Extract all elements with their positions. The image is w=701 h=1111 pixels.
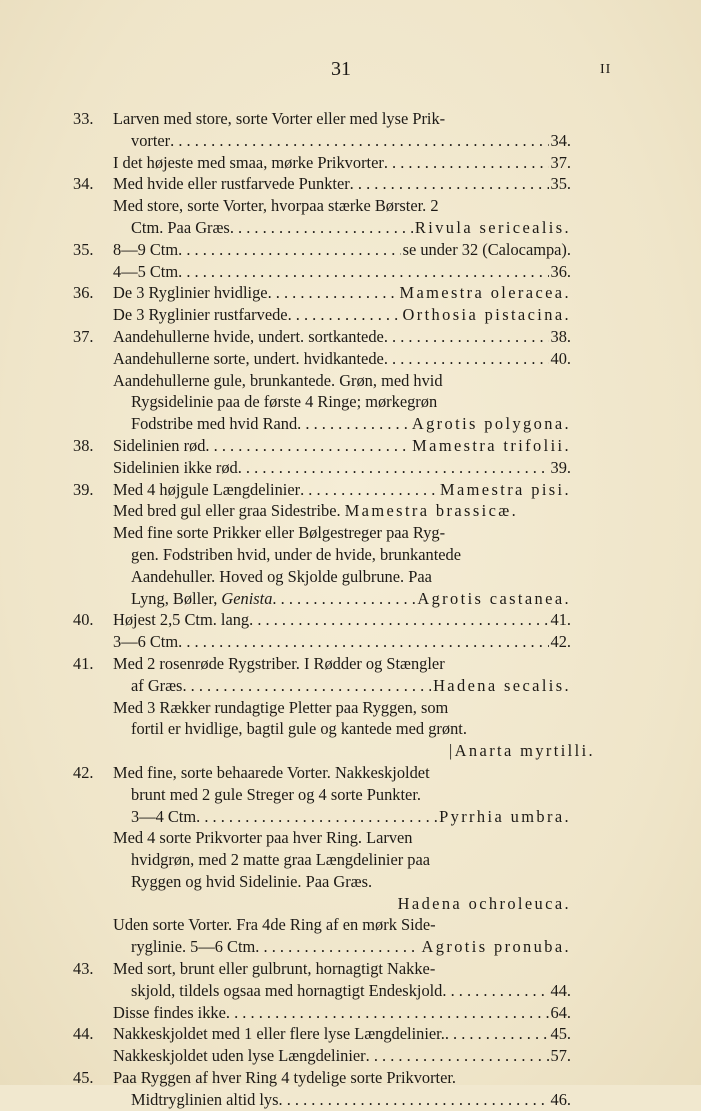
key-description: Med store, sorte Vorter, hvorpaa stærke Børster. 2 <box>113 196 439 216</box>
dot-leader <box>384 326 549 348</box>
dot-leader <box>384 348 549 370</box>
dot-leader <box>178 261 548 283</box>
key-text <box>113 914 571 936</box>
key-text <box>131 806 571 828</box>
couplet-number: 37. <box>73 326 94 346</box>
dot-leader <box>297 413 410 435</box>
key-description: Ryggen og hvid Sidelinie. Paa Græs. <box>131 871 373 891</box>
key-text <box>113 609 571 631</box>
key-line <box>0 958 701 980</box>
key-line <box>0 479 701 501</box>
couplet-number: 43. <box>73 959 94 979</box>
dot-leader <box>196 806 437 828</box>
key-text <box>113 1045 571 1067</box>
reference: 34. <box>550 130 571 150</box>
key-description: Med hvide eller rustfarvede Punkter <box>113 174 350 194</box>
key-description: De 3 Ryglinier rustfarvede <box>113 305 288 325</box>
key-description: Ctm. Paa Græs <box>131 217 230 237</box>
key-line <box>0 435 701 457</box>
key-text <box>131 566 571 588</box>
key-text <box>113 653 571 675</box>
key-text <box>113 958 571 980</box>
dot-leader <box>445 1023 549 1045</box>
key-description: Med 4 højgule Længdelinier <box>113 479 301 499</box>
key-description: Nakkeskjoldet uden lyse Længdelinier <box>113 1046 366 1066</box>
key-line <box>0 261 701 283</box>
key-line <box>0 282 701 304</box>
dot-leader <box>350 173 549 195</box>
species-name: Agrotis pronuba. <box>421 937 571 957</box>
species-name: Orthosia pistacina. <box>402 305 571 325</box>
key-line <box>0 348 701 370</box>
reference: 44. <box>550 980 571 1000</box>
couplet-number: 34. <box>73 174 94 194</box>
key-text <box>131 588 571 610</box>
reference: 46. <box>550 1089 571 1109</box>
dot-leader <box>300 479 438 501</box>
key-text <box>113 326 571 348</box>
key-description: gen. Fodstriben hvid, under de hvide, brunkantede <box>131 544 462 564</box>
key-description: I det højeste med smaa, mørke Prikvorter <box>113 152 384 172</box>
species-name: Agrotis polygona. <box>411 414 571 434</box>
key-line <box>0 806 701 828</box>
dot-leader <box>226 1002 549 1024</box>
reference: 35. <box>550 174 571 194</box>
key-line <box>0 631 701 653</box>
dot-leader <box>230 217 413 239</box>
key-text <box>131 391 571 413</box>
key-line <box>0 173 701 195</box>
species-name: Rivula sericealis. <box>414 217 571 237</box>
dot-leader <box>182 675 431 697</box>
key-description: 3—6 Ctm <box>113 632 179 652</box>
key-description: Rygsidelinie paa de første 4 Ringe; mørkegrøn <box>131 392 438 412</box>
key-description: 4—5 Ctm <box>113 261 179 281</box>
key-line <box>0 1023 701 1045</box>
reference: se under 32 (Calocampa). <box>402 239 571 259</box>
key-text <box>113 152 571 174</box>
dot-leader <box>170 130 548 152</box>
reference: 40. <box>550 348 571 368</box>
species-name: Mamestra brassicæ. <box>344 501 519 521</box>
key-text <box>113 500 571 522</box>
key-line <box>0 195 701 217</box>
key-description: Sidelinien ikke rød <box>113 457 238 477</box>
key-line <box>0 391 701 413</box>
key-description: Aandehuller. Hoved og Skjolde gulbrune. Paa <box>131 566 432 586</box>
key-line <box>0 413 701 435</box>
dot-leader <box>384 152 549 174</box>
key-description: 8—9 Ctm <box>113 239 179 259</box>
reference: 45. <box>550 1024 571 1044</box>
species-name: Pyrrhia umbra. <box>439 806 571 826</box>
key-description: Med fine sorte Prikker eller Bølgestreger paa Ryg- <box>113 523 446 543</box>
key-description: Højest 2,5 Ctm. lang <box>113 610 250 630</box>
key-line <box>0 217 701 239</box>
key-description: Sidelinien rød <box>113 435 206 455</box>
species-name: Hadena ochroleuca. <box>397 893 571 913</box>
key-text <box>113 108 571 130</box>
key-description: fortil er hvidlige, bagtil gule og kantede med grønt. <box>131 719 467 739</box>
key-line <box>0 588 701 610</box>
key-text <box>113 282 571 304</box>
dot-leader <box>178 631 548 653</box>
reference: 42. <box>550 632 571 652</box>
key-text <box>131 544 571 566</box>
couplet-number: 44. <box>73 1024 94 1044</box>
identification-key <box>0 108 701 1111</box>
key-description: Med sort, brunt eller gulbrunt, hornagtigt Nakke- <box>113 959 436 979</box>
key-text <box>113 348 571 370</box>
key-description: Med fine, sorte behaarede Vorter. Nakkeskjoldet <box>113 762 430 782</box>
key-line <box>0 697 701 719</box>
key-line <box>0 108 701 130</box>
key-text <box>131 675 571 697</box>
couplet-number: 36. <box>73 283 94 303</box>
reference: 41. <box>550 610 571 630</box>
key-text <box>113 479 571 501</box>
dot-leader <box>366 1045 549 1067</box>
key-text <box>131 217 571 239</box>
key-text <box>113 239 571 261</box>
key-description: ryglinie. 5—6 Ctm <box>131 937 256 957</box>
key-line <box>0 152 701 174</box>
key-text <box>113 762 571 784</box>
key-line <box>0 1067 701 1089</box>
key-line <box>0 893 701 915</box>
dot-leader <box>442 980 548 1002</box>
key-line <box>0 370 701 392</box>
key-line <box>0 1045 701 1067</box>
dot-leader <box>205 435 410 457</box>
dot-leader <box>255 936 419 958</box>
key-line <box>0 784 701 806</box>
key-text <box>113 522 571 544</box>
key-line <box>0 326 701 348</box>
couplet-number: 40. <box>73 610 94 630</box>
dot-leader <box>279 1089 549 1111</box>
genus-name: Genista <box>221 588 273 608</box>
key-description: Med bred gul eller graa Sidestribe. <box>113 501 341 521</box>
key-line <box>0 457 701 479</box>
dot-leader <box>288 304 401 326</box>
key-description: brunt med 2 gule Streger og 4 sorte Punkter. <box>131 784 421 804</box>
key-description: Lyng, Bøller, <box>131 588 218 608</box>
key-text <box>131 871 571 893</box>
couplet-number: 45. <box>73 1068 94 1088</box>
key-description: Uden sorte Vorter. Fra 4de Ring af en mørk Side- <box>113 915 436 935</box>
couplet-number: 41. <box>73 653 94 673</box>
key-line <box>0 914 701 936</box>
species-name: Mamestra oleracea. <box>399 283 571 303</box>
key-description: Med 3 Rækker rundagtige Pletter paa Ryggen, som <box>113 697 449 717</box>
key-line <box>0 304 701 326</box>
page-number: 31 <box>331 58 351 80</box>
key-line <box>0 1002 701 1024</box>
key-text <box>113 370 571 392</box>
dot-leader <box>268 282 398 304</box>
key-line <box>0 522 701 544</box>
key-line <box>0 762 701 784</box>
key-text <box>131 1089 571 1111</box>
key-description: Paa Ryggen af hver Ring 4 tydelige sorte Prikvorter. <box>113 1068 457 1088</box>
key-description: Disse findes ikke <box>113 1002 226 1022</box>
page-header <box>0 58 701 84</box>
couplet-number: 33. <box>73 109 94 128</box>
key-description: Aandehullerne gule, brunkantede. Grøn, med hvid <box>113 370 443 390</box>
key-text <box>131 936 571 958</box>
key-text <box>131 784 571 806</box>
key-line <box>0 871 701 893</box>
species-name: Mamestra pisi. <box>439 479 571 499</box>
key-line <box>0 675 701 697</box>
key-text <box>131 130 571 152</box>
key-line <box>0 544 701 566</box>
key-description: Fodstribe med hvid Rand <box>131 414 298 434</box>
key-description: Aandehullerne sorte, undert. hvidkantede <box>113 348 384 368</box>
dot-leader <box>272 588 415 610</box>
key-text <box>113 1023 571 1045</box>
reference: 64. <box>550 1002 571 1022</box>
key-line <box>0 827 701 849</box>
key-description: De 3 Ryglinier hvidlige <box>113 283 268 303</box>
key-line <box>0 718 701 740</box>
key-text <box>131 413 571 435</box>
key-description: af Græs <box>131 675 183 695</box>
reference: 57. <box>550 1046 571 1066</box>
key-description: 3—4 Ctm <box>131 806 197 826</box>
reference: 39. <box>550 457 571 477</box>
key-text <box>113 827 571 849</box>
key-line <box>0 980 701 1002</box>
key-text <box>113 195 571 217</box>
key-line <box>0 740 701 762</box>
dot-leader <box>249 609 548 631</box>
key-line <box>0 1089 701 1111</box>
key-text <box>113 435 571 457</box>
reference: 36. <box>550 261 571 281</box>
key-text <box>113 1002 571 1024</box>
dot-leader <box>178 239 400 261</box>
reference: 37. <box>550 152 571 172</box>
key-description: skjold, tildels ogsaa med hornagtigt Endeskjold <box>131 980 443 1000</box>
key-text <box>131 849 571 871</box>
key-text <box>131 718 571 740</box>
key-line <box>0 130 701 152</box>
couplet-number: 35. <box>73 239 94 259</box>
couplet-number: 42. <box>73 762 94 782</box>
key-text <box>113 1067 571 1089</box>
key-line <box>0 849 701 871</box>
signature-mark: II <box>600 62 612 77</box>
key-line <box>0 500 701 522</box>
species-name: Hadena secalis. <box>433 675 571 695</box>
key-line <box>0 653 701 675</box>
key-text <box>113 304 571 326</box>
key-description: Midtryglinien altid lys <box>131 1089 279 1109</box>
key-description: Larven med store, sorte Vorter eller med lyse Prik- <box>113 109 446 128</box>
key-description: Nakkeskjoldet med 1 eller flere lyse Længdelinier. <box>113 1024 445 1044</box>
key-line <box>0 566 701 588</box>
couplet-number: 39. <box>73 479 94 499</box>
key-line <box>0 239 701 261</box>
key-description: Med 4 sorte Prikvorter paa hver Ring. Larven <box>113 828 413 848</box>
key-description: vorter <box>131 130 171 150</box>
species-name: Mamestra trifolii. <box>412 435 571 455</box>
species-name: |Anarta myrtilli. <box>449 741 596 761</box>
key-text <box>113 173 571 195</box>
key-line <box>0 609 701 631</box>
key-text <box>113 457 571 479</box>
key-text <box>131 980 571 1002</box>
key-description: Med 2 rosenrøde Rygstriber. I Rødder og Stængler <box>113 653 445 673</box>
key-text <box>113 631 571 653</box>
key-line <box>0 936 701 958</box>
key-description: hvidgrøn, med 2 matte graa Længdelinier paa <box>131 850 431 870</box>
key-description: Aandehullerne hvide, undert. sortkantede <box>113 326 384 346</box>
couplet-number: 38. <box>73 435 94 455</box>
key-text <box>113 697 571 719</box>
dot-leader <box>238 457 549 479</box>
reference: 38. <box>550 326 571 346</box>
species-name: Agrotis castanea. <box>417 588 571 608</box>
key-text <box>113 261 571 283</box>
